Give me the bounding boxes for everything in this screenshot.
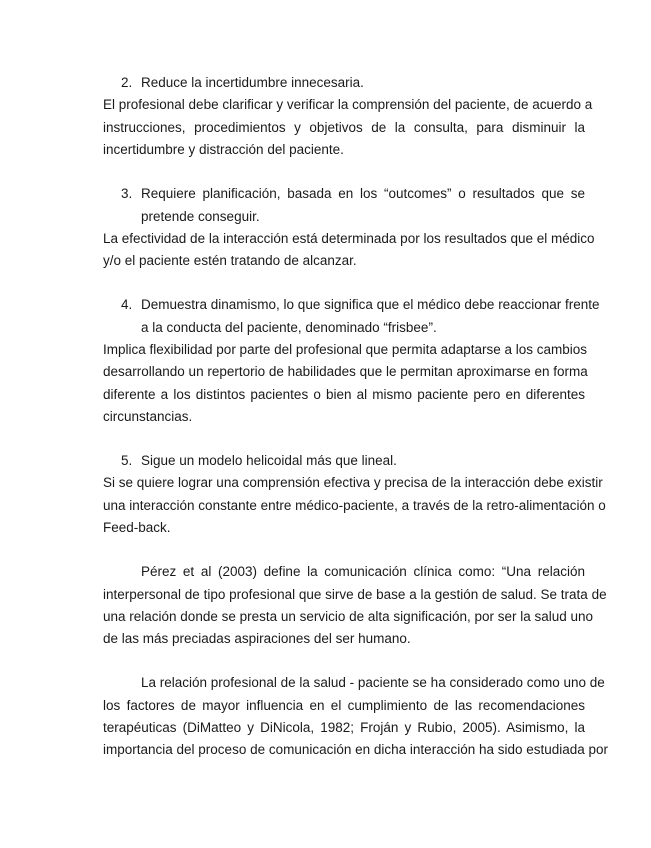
paragraph-line: importancia del proceso de comunicación en dicha interacción ha sido estudiada por — [103, 742, 609, 757]
list-number: 4. — [121, 297, 133, 312]
body-line: instrucciones, procedimientos y objetivos de la consulta, para disminuir la — [103, 120, 585, 135]
body-line: desarrollando un repertorio de habilidades que le permitan aproximarse en forma — [103, 364, 588, 379]
list-item-title: pretende conseguir. — [141, 209, 260, 224]
body-line: circunstancias. — [103, 409, 193, 424]
list-item-title: Reduce la incertidumbre innecesaria. — [141, 75, 364, 90]
body-line: diferente a los distintos pacientes o bien al mismo paciente pero en diferentes — [103, 387, 585, 402]
body-line: El profesional debe clarificar y verificar la comprensión del paciente, de acuerdo a — [103, 97, 593, 112]
list-number: 5. — [121, 453, 133, 468]
list-item-title: Demuestra dinamismo, lo que significa que el médico debe reaccionar frente — [141, 297, 600, 312]
paragraph-line: Pérez et al (2003) define la comunicación clínica como: “Una relación — [141, 564, 585, 579]
body-line: Implica flexibilidad por parte del profesional que permita adaptarse a los cambios — [103, 342, 588, 357]
paragraph-line: interpersonal de tipo profesional que sirve de base a la gestión de salud. Se trata de — [103, 587, 607, 602]
paragraph-line: una relación donde se presta un servicio de alta significación, por ser la salud uno — [103, 609, 594, 624]
paragraph-line: La relación profesional de la salud - paciente se ha considerado como uno de — [141, 675, 605, 690]
body-line: incertidumbre y distracción del paciente. — [103, 142, 344, 157]
paragraph-line: de las más preciadas aspiraciones del ser humano. — [103, 631, 411, 646]
list-item-title: a la conducta del paciente, denominado “frisbee”. — [141, 320, 437, 335]
list-number: 3. — [121, 186, 133, 201]
body-line: Si se quiere lograr una comprensión efectiva y precisa de la interacción debe existir — [103, 475, 603, 490]
body-line: y/o el paciente estén tratando de alcanzar. — [103, 253, 357, 268]
body-line: La efectividad de la interacción está determinada por los resultados que el médico — [103, 231, 595, 246]
body-line: una interacción constante entre médico-paciente, a través de la retro-alimentación o — [103, 498, 606, 513]
list-number: 2. — [121, 75, 133, 90]
list-item-title: Requiere planificación, basada en los “outcomes” o resultados que se — [141, 186, 585, 201]
list-item-title: Sigue un modelo helicoidal más que lineal. — [141, 453, 397, 468]
body-line: Feed-back. — [103, 520, 171, 535]
paragraph-line: terapéuticas (DiMatteo y DiNicola, 1982; Froján y Rubio, 2005). Asimismo, la — [103, 720, 585, 735]
paragraph-line: los factores de mayor influencia en el cumplimiento de las recomendaciones — [103, 698, 585, 713]
